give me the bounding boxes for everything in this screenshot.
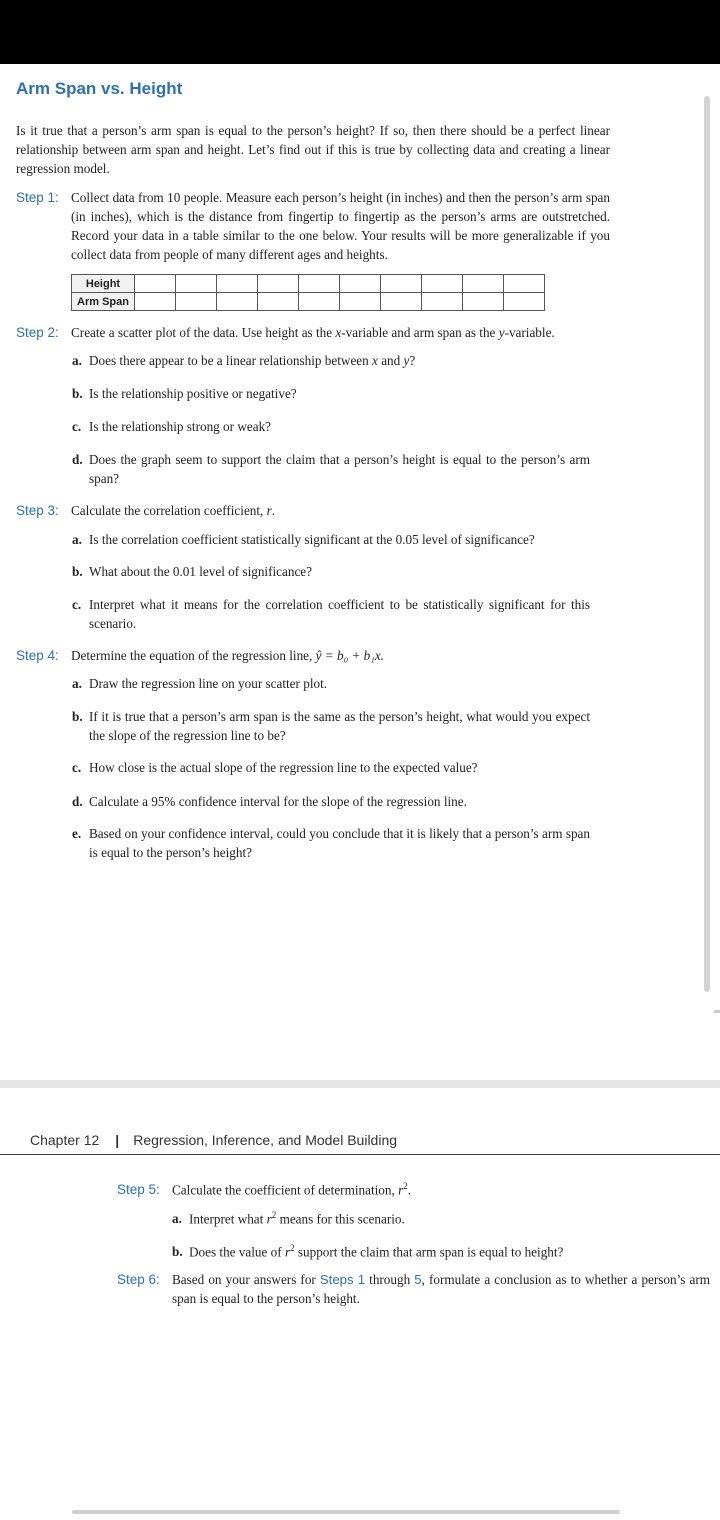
table-cell: [176, 293, 217, 311]
item-letter: d.: [72, 452, 83, 467]
table-cell: [340, 293, 381, 311]
step-3-end: .: [271, 503, 276, 518]
page-title: Arm Span vs. Height: [16, 79, 183, 98]
step-3-text: Calculate the correlation coefficient,: [71, 503, 267, 518]
step-3-item-c: [72, 595, 590, 633]
exponent: 2: [290, 1243, 295, 1253]
item-letter: a.: [72, 676, 82, 691]
step-1-text: Collect data from 10 people. Measure each person’s height (in inches) and then the person’s arm span (in inches), which is the distance from fingertip to fingertip as the person’s arms are outstretched. Record your data in a table similar to the one below. Your results will be more generalizable if you collect data from people of many different ages and heights.: [71, 190, 610, 262]
item-letter: b.: [72, 564, 83, 579]
step-5-link[interactable]: 5: [414, 1272, 422, 1287]
step-2-text-a: Create a scatter plot of the data. Use height as the: [71, 325, 336, 340]
step-6-label: Step 6:: [117, 1272, 160, 1287]
var-x: x: [335, 325, 342, 340]
table-cell: [504, 275, 545, 293]
data-table: [71, 274, 545, 311]
item-text: If it is true that a person’s arm span is the same as the person’s height, what would you expect the slope of the regression line to be?: [89, 709, 590, 743]
item-letter: b.: [72, 386, 83, 401]
table-cell: [217, 275, 258, 293]
step-5-text: Calculate the coefficient of determination,: [172, 1182, 399, 1198]
var-r: r: [398, 1182, 404, 1198]
step-6-text: through: [365, 1272, 415, 1287]
item-letter: c.: [72, 760, 82, 775]
item-text: What about the 0.01 level of significance?: [89, 564, 313, 579]
item-text: support the claim that arm span is equal to height?: [294, 1244, 564, 1260]
item-text: Interpret what it means for the correlation coefficient to be statistically significant for this scenario.: [89, 597, 590, 631]
table-cell: [258, 293, 299, 311]
table-cell: [258, 275, 299, 293]
item-text: How close is the actual slope of the regression line to the expected value?: [89, 760, 478, 775]
table-row-arm-span: [72, 293, 545, 311]
table-cell: [340, 275, 381, 293]
table-cell: [504, 293, 545, 311]
chapter-title: Regression, Inference, and Model Building: [133, 1132, 398, 1148]
exponent: 2: [403, 1181, 408, 1191]
table-row-height: [72, 275, 545, 293]
table-cell: [176, 275, 217, 293]
item-text: and: [377, 353, 404, 368]
step-2-label: Step 2:: [16, 325, 59, 340]
item-text: Does there appear to be a linear relationship between: [89, 353, 373, 368]
step-5-label: Step 5:: [117, 1182, 160, 1198]
step-2-text-b: -variable and arm span as the: [341, 325, 499, 340]
table-row-label-arm-span: Arm Span: [72, 293, 135, 311]
step-3-item-b: [72, 562, 590, 581]
step-4: [16, 646, 610, 665]
step-5: [117, 1177, 710, 1199]
step-2-item-d: [72, 450, 590, 488]
item-text: Interpret what: [189, 1211, 267, 1227]
chapter-header: [30, 1132, 397, 1148]
table-cell: [422, 275, 463, 293]
table-cell: [463, 293, 504, 311]
step-1-link[interactable]: 1: [357, 1272, 366, 1287]
var-y: y: [498, 325, 505, 340]
table-cell: [299, 293, 340, 311]
exponent: 2: [271, 1210, 277, 1220]
step-4-label: Step 4:: [16, 648, 59, 663]
header-separator: |: [115, 1132, 120, 1148]
step-2-item-c: [72, 417, 590, 436]
item-letter: a.: [72, 353, 82, 368]
item-letter: a.: [72, 532, 82, 547]
header-rule: [0, 1154, 720, 1155]
item-letter: c.: [72, 597, 82, 612]
chapter-number: Chapter 12: [30, 1132, 100, 1148]
step-1: [16, 188, 610, 264]
step-6-text: , formulate a conclusion as to whether a person’s arm span is equal to the person’s height.: [172, 1272, 710, 1306]
scroll-indicator: [714, 1010, 720, 1013]
page-one: [0, 64, 720, 1080]
step-4-text: Determine the equation of the regression line,: [71, 648, 316, 663]
step-2-text-c: -variable.: [504, 325, 555, 340]
table-cell: [217, 293, 258, 311]
step-2: [16, 323, 610, 342]
page-divider: [0, 1080, 720, 1088]
table-cell: [299, 275, 340, 293]
step-3: [16, 501, 610, 520]
var-r: r: [266, 503, 272, 518]
step-5-item-b: [172, 1239, 702, 1261]
item-text: Is the relationship positive or negative?: [89, 386, 297, 401]
step-3-label: Step 3:: [16, 503, 59, 518]
table-cell: [381, 293, 422, 311]
item-text: Draw the regression line on your scatter plot.: [89, 676, 328, 691]
step-6: [117, 1270, 710, 1308]
var-r: r: [266, 1211, 272, 1227]
page-two: [0, 1088, 720, 1520]
table-cell: [135, 275, 176, 293]
item-letter: c.: [72, 419, 82, 434]
item-letter: b.: [72, 709, 83, 724]
var-x: x: [372, 353, 378, 368]
step-5-end: .: [407, 1182, 411, 1198]
horizontal-scrollbar[interactable]: [72, 1510, 620, 1514]
item-text: Does the graph seem to support the claim that a person’s height is equal to the person’s arm span?: [89, 452, 590, 486]
item-letter: a.: [172, 1211, 182, 1227]
item-text: Is the correlation coefficient statistically significant at the 0.05 level of significance?: [89, 532, 535, 547]
table-cell: [381, 275, 422, 293]
step-6-text: Based on your answers for: [172, 1272, 320, 1287]
table-cell: [463, 275, 504, 293]
table-cell: [422, 293, 463, 311]
step-4-item-e: [72, 824, 590, 862]
item-letter: e.: [72, 826, 82, 841]
intro-paragraph: Is it true that a person’s arm span is equal to the person’s height? If so, then there should be a perfect linear relationship between arm span and height. Let’s find out if this is true by collecting data and creating a linear regression model.: [16, 123, 610, 176]
step-4-item-b: [72, 707, 590, 745]
item-text: ?: [409, 353, 416, 368]
step-2-item-a: [72, 351, 590, 370]
table-cell: [135, 293, 176, 311]
step-2-item-b: [72, 384, 590, 403]
step-1-label: Step 1:: [16, 190, 59, 205]
var-r: r: [284, 1244, 291, 1260]
item-text: Does the value of: [189, 1244, 285, 1260]
table-row-label-height: Height: [72, 275, 135, 293]
steps-link[interactable]: Steps: [319, 1272, 354, 1287]
step-5-item-a: [172, 1206, 702, 1228]
item-text: means for this scenario.: [276, 1211, 405, 1227]
item-letter: b.: [172, 1244, 183, 1260]
item-text: Calculate a 95% confidence interval for the slope of the regression line.: [89, 794, 467, 809]
regression-equation: ŷ = b₀ + b₁x.: [315, 648, 384, 663]
top-black-bar: [0, 0, 720, 64]
var-y: y: [403, 353, 410, 368]
step-3-item-a: [72, 530, 590, 549]
step-4-item-c: [72, 758, 590, 777]
item-text: Based on your confidence interval, could you conclude that it is likely that a person’s arm span is equal to the person’s height?: [89, 826, 590, 860]
step-4-item-d: [72, 792, 590, 811]
step-4-item-a: [72, 674, 590, 693]
item-text: Is the relationship strong or weak?: [89, 419, 272, 434]
item-letter: d.: [72, 794, 83, 809]
vertical-scrollbar[interactable]: [704, 96, 710, 992]
